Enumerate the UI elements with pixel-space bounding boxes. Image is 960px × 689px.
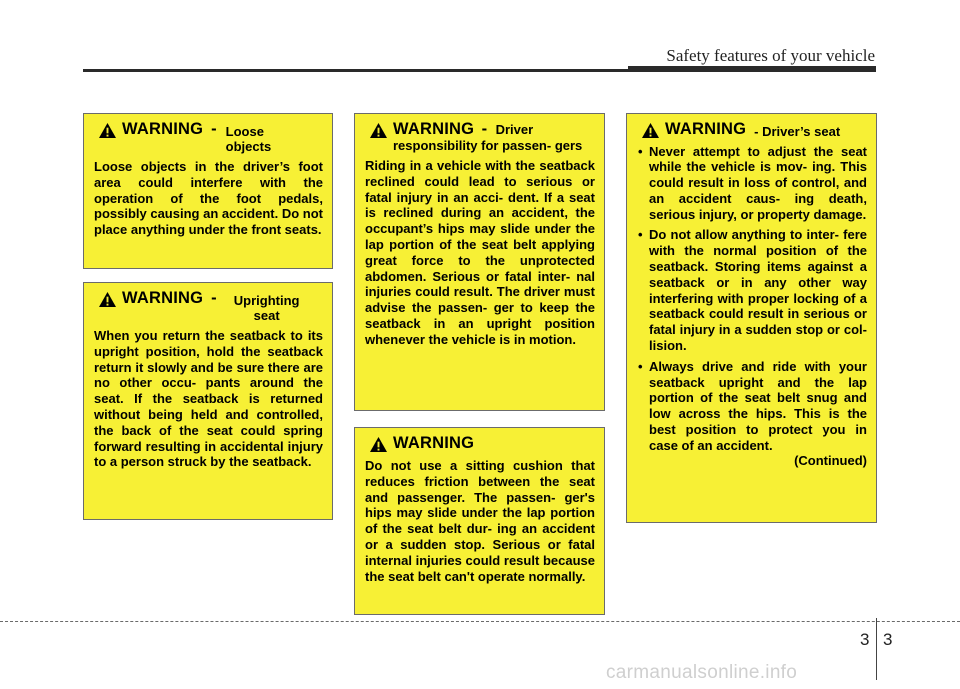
warning-subtitle: Driver responsibility for passen- gers	[393, 122, 583, 153]
warning-heading	[637, 122, 867, 140]
list-item: • Always drive and ride with your seatback upright and the lap portion of the seat belt snug and low across the hips. This is the best position to protect you in case of an accident.	[637, 359, 867, 454]
list-item: • Never attempt to adjust the seat while the vehicle is mov- ing. This could result in loss of control, and an accident caus- ing death, serious injury, or property damage.	[637, 144, 867, 223]
page-number: 3	[883, 630, 893, 649]
warning-separator: -	[211, 289, 217, 307]
warning-body: Riding in a vehicle with the seatback reclined could lead to serious or fatal injury in an acci- dent. If a seat is reclined during an accident, the occupant’s hips may slide under the lap portion of the seat belt applying great force to the unprotected abdomen. Serious or fatal inter- nal injuries could result. The driver must advise the passen- ger to keep the seatback in an upright position whenever the vehicle is in motion.	[365, 158, 595, 347]
warning-triangle-icon	[98, 291, 117, 308]
warning-body: Loose objects in the driver’s foot area could interfere with the operation of the foot pedals, possibly causing an accident. Do not place anything under the front seats.	[94, 159, 323, 238]
warning-separator: -	[211, 120, 217, 138]
warning-subtitle: - Driver’s seat	[754, 124, 841, 139]
warning-heading	[94, 291, 323, 323]
warning-body: Do not use a sitting cushion that reduces friction between the seat and passenger. The passen- ger's hips may slide under the lap portion of the seat belt dur- ing an accident or a sudden stop. Serious or fatal internal injuries could result because the seat belt can't operate normally.	[365, 458, 595, 584]
list-item: • Do not allow anything to inter- fere with the normal position of the seatback. Storing items against a seatback or in any other way interfering with proper locking of a seatback could result in serious or fatal injury in a sudden stop or col- lision.	[637, 227, 867, 353]
warning-box-drivers-seat	[626, 113, 877, 523]
warning-box-driver-responsibility	[354, 113, 605, 411]
warning-triangle-icon	[641, 122, 660, 139]
warning-box-upright-seat	[83, 282, 333, 520]
warning-label: WARNING	[665, 120, 747, 138]
warning-separator: -	[481, 120, 488, 138]
footer-rule	[0, 621, 960, 622]
section-title: Safety features of your vehicle	[666, 46, 875, 65]
warning-triangle-icon	[369, 122, 388, 139]
warning-body: When you return the seatback to its upright position, hold the seatback return it slowly and be sure there are no other occu- pants around the seat. If the seatback is returned without being held and controlled, the back of the seat could spring forward resulting in accidental injury to a person struck by the seatback.	[94, 328, 323, 470]
warning-bullet-list	[637, 144, 867, 454]
warning-label: WARNING	[122, 289, 204, 307]
footer-divider	[876, 618, 877, 680]
warning-label: WARNING	[393, 120, 475, 138]
warning-label: WARNING	[393, 434, 475, 452]
warning-heading	[365, 122, 595, 153]
watermark: carmanualsonline.info	[606, 662, 798, 683]
warning-box-sitting-cushion	[354, 427, 605, 615]
warning-triangle-icon	[98, 122, 117, 139]
continued-note: (Continued)	[794, 452, 867, 468]
warning-heading	[94, 122, 323, 154]
header-rule-accent	[628, 66, 876, 72]
warning-label: WARNING	[122, 120, 204, 138]
warning-subtitle: Uprighting seat	[233, 293, 300, 323]
warning-triangle-icon	[369, 436, 388, 453]
warning-subtitle: Loose objects	[225, 124, 272, 154]
warning-box-loose-objects	[83, 113, 333, 269]
warning-heading	[365, 436, 595, 453]
chapter-number: 3	[860, 630, 870, 649]
